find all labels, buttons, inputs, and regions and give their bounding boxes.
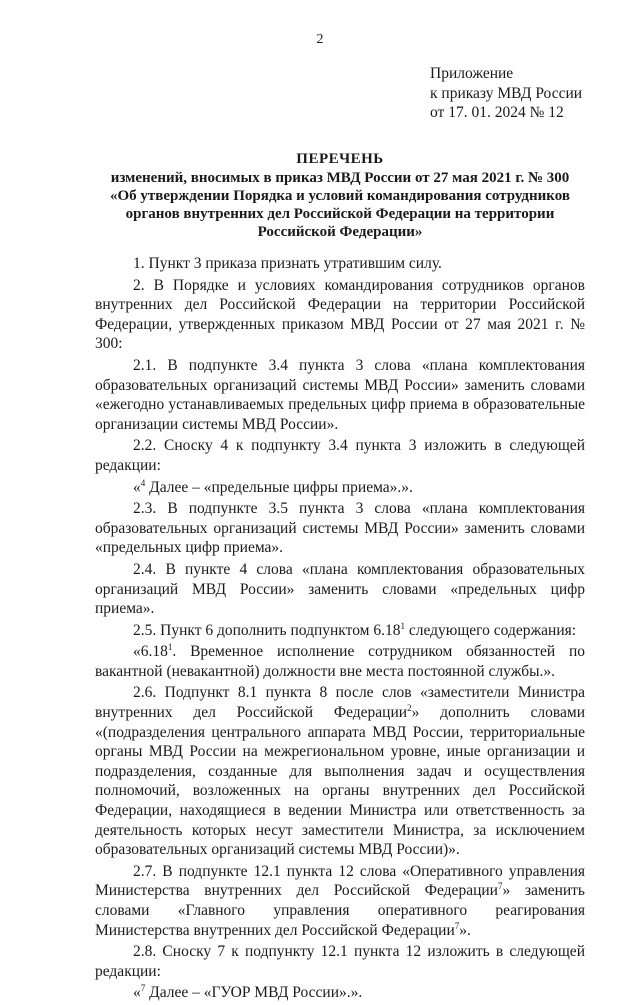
footnote-mark: 1 <box>167 642 173 653</box>
paragraph-2-2: 2.2. Сноску 4 к подпункту 3.4 пункта 3 изложить в следующей редакции: <box>95 437 585 474</box>
appendix-line-1: Приложение <box>430 65 514 82</box>
p2-7-text-a: 2.7. В подпункте 12.1 пункта 12 слова «Оперативного управления Министерства внутренних дел Российской Федерации <box>95 862 585 900</box>
paragraph-2-8-quote <box>95 983 585 1003</box>
footnote-mark: 2 <box>407 702 412 713</box>
appendix-line-3: от 17. 01. 2024 № 12 <box>430 104 564 121</box>
title-line-3: органов внутренних дел Российской Федерации на территории <box>125 206 555 222</box>
p2-5-text-b: следующего содержания: <box>404 621 577 639</box>
paragraph-1: 1. Пункт 3 приказа признать утратившим силу. <box>133 255 442 272</box>
p2-6-text-b: » дополнить словами «(подразделения центрального аппарата МВД России, территориальные органы МВД России на межрегиональном уровне, иные организации и подразделения, созданные для выполнения задач и осуществления полномочий, возложенных на органы внутренних дел Российской Федерации, находящиеся в ведении Министра или ответственность за деятельность которых несут заместители Министра, за исключением образовательных организаций системы МВД России)». <box>95 704 585 859</box>
p2-5-quote-b: . Временное исполнение сотрудником обязанностей по вакантной (невакантной) должности вне места постоянной службы.». <box>95 643 585 680</box>
paragraph-2-8: 2.8. Сноску 7 к подпункту 12.1 пункта 12 изложить в следующей редакции: <box>95 943 585 980</box>
p2-5-quote-a: «6.18 <box>133 643 168 661</box>
title-line-1: изменений, вносимых в приказ МВД России от 27 мая 2021 г. № 300 <box>110 170 570 186</box>
title-line-4: Российской Федерации» <box>257 224 423 240</box>
title-line-2: «Об утверждении Порядка и условий командирования сотрудников <box>110 188 570 204</box>
paragraph-2: 2. В Порядке и условиях командирования сотрудников органов внутренних дел Российской Федерации на территории Российской Федерации, утвержденных приказом МВД России от 27 мая 2021 г. № 300: <box>95 276 585 353</box>
quote-open: « <box>133 984 141 1002</box>
p2-7-text-c: ». <box>459 921 471 939</box>
paragraph-2-1: 2.1. В подпункте 3.4 пункта 3 слова «плана комплектования образовательных организаций системы МВД России» заменить словами «ежегодно устанавливаемых предельных цифр приема в образовательные организации системы МВД России». <box>95 356 585 433</box>
footnote-mark: 7 <box>454 920 460 931</box>
p2-5-text-a: 2.5. Пункт 6 дополнить подпунктом 6.18 <box>133 621 401 639</box>
footnote-mark: 4 <box>140 477 146 488</box>
p2-6-text-a: 2.6. Подпункт 8.1 пункта 8 после слов «заместители Министра внутренних дел Российской Федерации <box>95 684 585 722</box>
quote-text: Далее – «ГУОР МВД России».». <box>145 984 363 1002</box>
paragraph-2-3: 2.3. В подпункте 3.5 пункта 3 слова «плана комплектования образовательных организаций системы МВД России» заменить словами «предельных цифр приема». <box>95 500 585 557</box>
paragraph-2-6 <box>95 683 585 859</box>
title-heading: ПЕРЕЧЕНЬ <box>296 151 384 167</box>
appendix-line-2: к приказу МВД России <box>430 84 583 102</box>
paragraph-2-5 <box>95 621 585 641</box>
paragraph-2-5-quote <box>95 642 585 681</box>
page-number: 2 <box>316 32 324 47</box>
footnote-mark: 7 <box>497 881 503 892</box>
document-title <box>95 150 585 241</box>
paragraph-2-7 <box>95 862 585 940</box>
paragraph-2-4: 2.4. В пункте 4 слова «плана комплектования образовательных организаций МВД России» заменить словами «предельных цифр приема». <box>95 560 585 618</box>
footnote-mark: 7 <box>140 983 146 994</box>
quote-open: « <box>133 478 141 496</box>
paragraph-2-2-quote <box>95 478 585 498</box>
appendix-block <box>430 64 582 123</box>
footnote-mark: 1 <box>400 620 405 631</box>
p2-7-text-b: » заменить словами «Главного управления оперативного реагирования Министерства внутренних дел Российской Федерации <box>95 882 585 939</box>
document-body <box>95 254 585 1005</box>
quote-text: Далее – «предельные цифры приема».». <box>145 478 413 496</box>
